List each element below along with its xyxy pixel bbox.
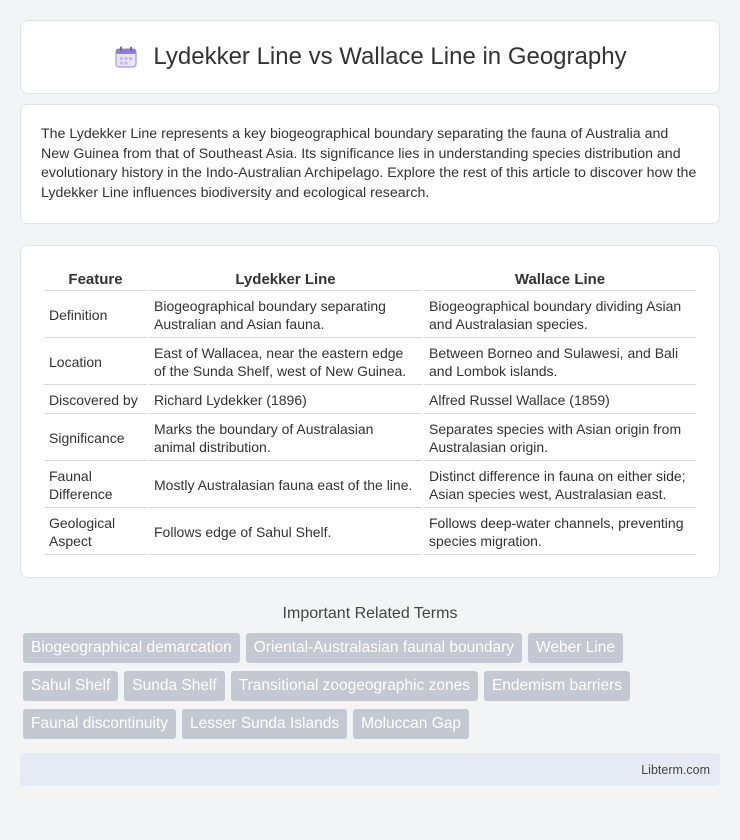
header-lydekker: Lydekker Line bbox=[149, 268, 422, 291]
row-feature: Geological Aspect bbox=[44, 510, 147, 555]
term-tag[interactable]: Transitional zoogeographic zones bbox=[231, 671, 478, 701]
term-tag[interactable]: Sunda Shelf bbox=[124, 671, 224, 701]
header-wallace: Wallace Line bbox=[424, 268, 696, 291]
row-lydekker: Follows edge of Sahul Shelf. bbox=[149, 510, 422, 555]
row-wallace: Distinct difference in fauna on either side; Asian species west, Australasian east. bbox=[424, 463, 696, 508]
table-header-row bbox=[44, 268, 696, 291]
table-row bbox=[44, 387, 696, 414]
term-tag[interactable]: Sahul Shelf bbox=[23, 671, 118, 701]
row-wallace: Between Borneo and Sulawesi, and Bali and Lombok islands. bbox=[424, 340, 696, 385]
table-row bbox=[44, 340, 696, 385]
table-row bbox=[44, 293, 696, 338]
row-lydekker: Marks the boundary of Australasian animal distribution. bbox=[149, 416, 422, 461]
row-feature: Faunal Difference bbox=[44, 463, 147, 508]
calendar-icon bbox=[113, 44, 139, 70]
row-lydekker: Mostly Australasian fauna east of the line. bbox=[149, 463, 422, 508]
page-title: Lydekker Line vs Wallace Line in Geography bbox=[153, 43, 627, 70]
row-feature: Significance bbox=[44, 416, 147, 461]
related-terms-list bbox=[20, 633, 720, 739]
row-feature: Definition bbox=[44, 293, 147, 338]
comparison-table-card bbox=[20, 245, 720, 578]
header-feature: Feature bbox=[44, 268, 147, 291]
footer-site-link[interactable]: Libterm.com bbox=[641, 762, 710, 777]
related-terms-title: Important Related Terms bbox=[282, 605, 458, 622]
term-tag[interactable]: Moluccan Gap bbox=[353, 709, 469, 739]
row-feature: Location bbox=[44, 340, 147, 385]
row-wallace: Follows deep-water channels, preventing species migration. bbox=[424, 510, 696, 555]
term-tag[interactable]: Weber Line bbox=[528, 633, 623, 663]
table-row bbox=[44, 510, 696, 555]
term-tag[interactable]: Endemism barriers bbox=[484, 671, 630, 701]
row-lydekker: East of Wallacea, near the eastern edge of the Sunda Shelf, west of New Guinea. bbox=[149, 340, 422, 385]
title-card bbox=[20, 20, 720, 94]
table-row bbox=[44, 463, 696, 508]
term-tag[interactable]: Lesser Sunda Islands bbox=[182, 709, 347, 739]
row-wallace: Alfred Russel Wallace (1859) bbox=[424, 387, 696, 414]
footer bbox=[20, 753, 720, 786]
row-feature: Discovered by bbox=[44, 387, 147, 414]
term-tag[interactable]: Biogeographical demarcation bbox=[23, 633, 240, 663]
row-lydekker: Richard Lydekker (1896) bbox=[149, 387, 422, 414]
term-tag[interactable]: Faunal discontinuity bbox=[23, 709, 176, 739]
row-wallace: Separates species with Asian origin from Australasian origin. bbox=[424, 416, 696, 461]
row-lydekker: Biogeographical boundary separating Australian and Asian fauna. bbox=[149, 293, 422, 338]
comparison-table bbox=[42, 266, 698, 557]
row-wallace: Biogeographical boundary dividing Asian and Australasian species. bbox=[424, 293, 696, 338]
intro-paragraph: The Lydekker Line represents a key biogeographical boundary separating the fauna of Australia and New Guinea from that of Southeast Asia. Its significance lies in understanding species distribution and evolutionary history in the Indo-Australian Archipelago. Explore the rest of this article to discover how the Lydekker Line influences biodiversity and ecological research. bbox=[20, 104, 720, 224]
term-tag[interactable]: Oriental-Australasian faunal boundary bbox=[246, 633, 522, 663]
table-row bbox=[44, 416, 696, 461]
